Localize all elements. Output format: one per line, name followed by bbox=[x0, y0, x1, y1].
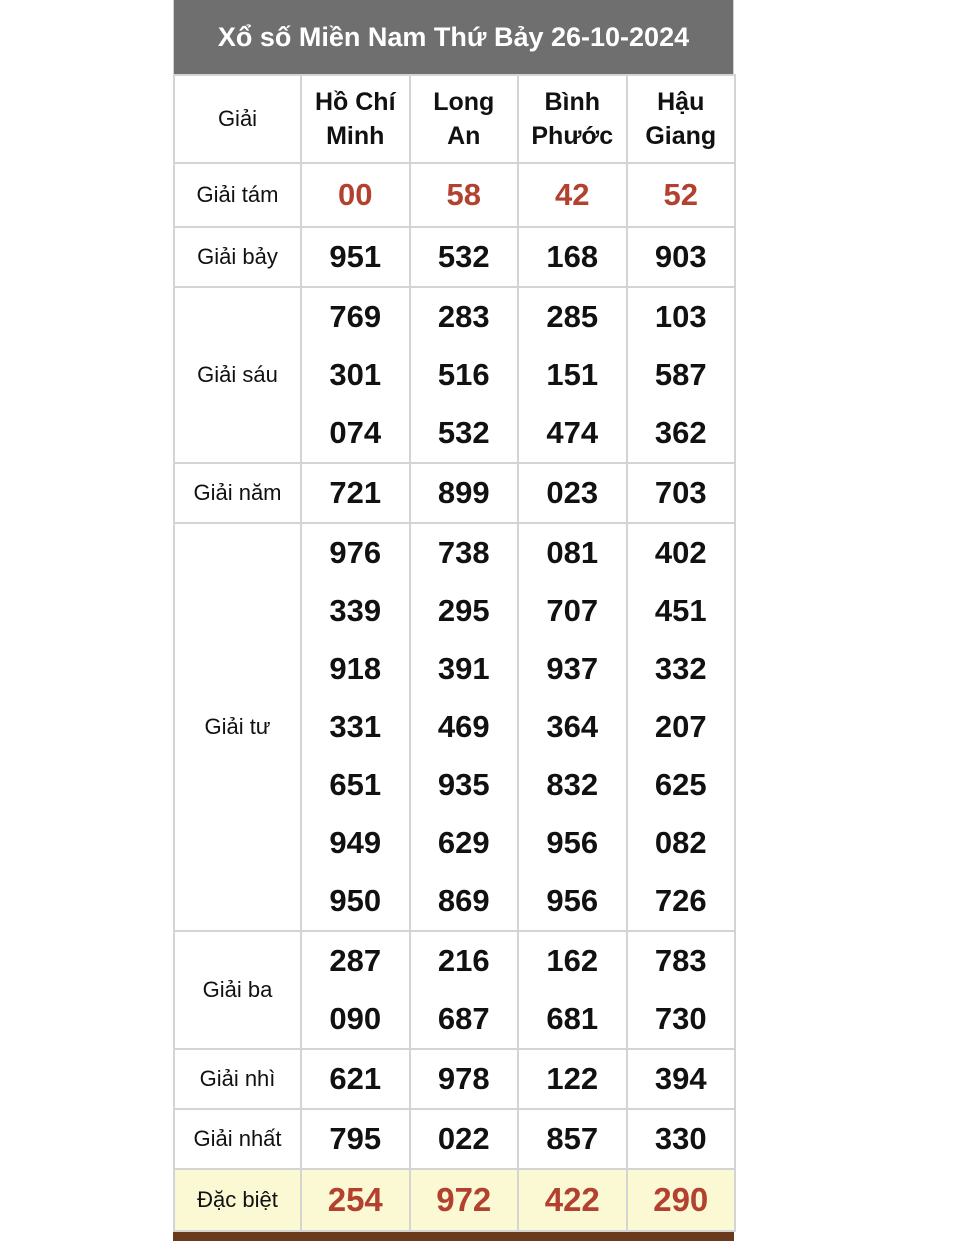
special-prize-number: 972 bbox=[410, 1169, 519, 1231]
prize-number: 339 bbox=[329, 593, 382, 628]
prize-number: 629 bbox=[437, 825, 490, 860]
prize-number: 532 bbox=[410, 227, 519, 287]
prize-row-dac-biet bbox=[174, 1169, 735, 1231]
province-name-line2: Giang bbox=[645, 122, 717, 150]
prize-row-nam bbox=[174, 463, 735, 523]
prize-number: 516 bbox=[437, 357, 490, 392]
prize-number: 103 bbox=[654, 299, 707, 334]
province-header-binh-phuoc[interactable] bbox=[518, 75, 627, 163]
prize-number: 00 bbox=[301, 163, 410, 227]
prize-number: 738 bbox=[437, 535, 490, 570]
prize-row-tu bbox=[174, 523, 735, 931]
prize-number-group bbox=[627, 287, 736, 463]
prize-number: 151 bbox=[546, 357, 599, 392]
prize-row-tam bbox=[174, 163, 735, 227]
prize-number: 022 bbox=[410, 1109, 519, 1169]
prize-number: 937 bbox=[546, 651, 599, 686]
prize-number: 956 bbox=[546, 883, 599, 918]
prize-number: 703 bbox=[627, 463, 736, 523]
prize-number: 707 bbox=[546, 593, 599, 628]
bottom-divider bbox=[173, 1232, 734, 1241]
prize-number: 950 bbox=[329, 883, 382, 918]
prize-row-sau bbox=[174, 287, 735, 463]
prize-label: Giải năm bbox=[174, 463, 301, 523]
prize-row-nhi bbox=[174, 1049, 735, 1109]
province-name-line2: Phước bbox=[531, 122, 614, 150]
prize-number: 783 bbox=[654, 943, 707, 978]
prize-number: 168 bbox=[518, 227, 627, 287]
prize-number: 162 bbox=[546, 943, 599, 978]
prize-number-group bbox=[518, 287, 627, 463]
province-header-hau-giang[interactable] bbox=[627, 75, 736, 163]
prize-label: Giải tư bbox=[174, 523, 301, 931]
prize-number: 081 bbox=[546, 535, 599, 570]
prize-row-nhat bbox=[174, 1109, 735, 1169]
prize-label: Giải bảy bbox=[174, 227, 301, 287]
prize-number: 074 bbox=[329, 415, 382, 450]
prize-number-group bbox=[410, 523, 519, 931]
prize-number: 935 bbox=[437, 767, 490, 802]
prize-number: 285 bbox=[546, 299, 599, 334]
prize-number: 621 bbox=[301, 1049, 410, 1109]
prize-number: 287 bbox=[329, 943, 382, 978]
prize-number: 918 bbox=[329, 651, 382, 686]
prize-number: 207 bbox=[654, 709, 707, 744]
special-prize-number: 290 bbox=[627, 1169, 736, 1231]
prize-number: 42 bbox=[518, 163, 627, 227]
prize-number: 976 bbox=[329, 535, 382, 570]
results-table bbox=[173, 74, 736, 1232]
prize-number-group bbox=[410, 287, 519, 463]
prize-number: 362 bbox=[654, 415, 707, 450]
prize-number: 58 bbox=[410, 163, 519, 227]
prize-label: Đặc biệt bbox=[174, 1169, 301, 1231]
prize-number: 295 bbox=[437, 593, 490, 628]
prize-number: 869 bbox=[437, 883, 490, 918]
prize-label: Giải tám bbox=[174, 163, 301, 227]
prize-number: 899 bbox=[410, 463, 519, 523]
prize-number: 332 bbox=[654, 651, 707, 686]
prize-number-group bbox=[627, 931, 736, 1049]
province-name-line2: Minh bbox=[326, 122, 385, 150]
prize-number: 082 bbox=[654, 825, 707, 860]
prize-number: 903 bbox=[627, 227, 736, 287]
prize-number: 122 bbox=[518, 1049, 627, 1109]
prize-number: 726 bbox=[654, 883, 707, 918]
prize-number: 391 bbox=[437, 651, 490, 686]
prize-number-group bbox=[518, 523, 627, 931]
province-name-line2: An bbox=[447, 122, 481, 150]
prize-number: 857 bbox=[518, 1109, 627, 1169]
prize-number: 469 bbox=[437, 709, 490, 744]
special-prize-number: 422 bbox=[518, 1169, 627, 1231]
prize-number: 331 bbox=[329, 709, 382, 744]
prize-number: 394 bbox=[627, 1049, 736, 1109]
prize-number: 681 bbox=[546, 1001, 599, 1036]
prize-number: 625 bbox=[654, 767, 707, 802]
province-name-line1: Long bbox=[433, 88, 495, 116]
prize-number: 216 bbox=[437, 943, 490, 978]
prize-row-bay bbox=[174, 227, 735, 287]
prize-label: Giải sáu bbox=[174, 287, 301, 463]
province-name-line1: Hậu bbox=[657, 88, 705, 116]
prize-row-ba bbox=[174, 931, 735, 1049]
prize-label: Giải ba bbox=[174, 931, 301, 1049]
prize-number: 795 bbox=[301, 1109, 410, 1169]
prize-number: 956 bbox=[546, 825, 599, 860]
province-name-line1: Bình bbox=[544, 88, 601, 116]
lottery-results-panel bbox=[173, 0, 734, 1241]
prize-number: 474 bbox=[546, 415, 599, 450]
prize-number: 364 bbox=[546, 709, 599, 744]
prize-number-group bbox=[627, 523, 736, 931]
prize-number: 651 bbox=[329, 767, 382, 802]
special-prize-number: 254 bbox=[301, 1169, 410, 1231]
prize-number: 532 bbox=[437, 415, 490, 450]
prize-number: 330 bbox=[627, 1109, 736, 1169]
prize-number: 402 bbox=[654, 535, 707, 570]
prize-column-header: Giải bbox=[174, 75, 301, 163]
province-name-line1: Hồ Chí bbox=[314, 88, 396, 116]
prize-number: 832 bbox=[546, 767, 599, 802]
prize-number: 52 bbox=[627, 163, 736, 227]
province-header-hcm[interactable] bbox=[301, 75, 410, 163]
prize-number-group bbox=[301, 287, 410, 463]
prize-number: 090 bbox=[329, 1001, 382, 1036]
prize-number-group bbox=[301, 523, 410, 931]
province-header-long-an[interactable] bbox=[410, 75, 519, 163]
prize-number: 951 bbox=[301, 227, 410, 287]
prize-number: 687 bbox=[437, 1001, 490, 1036]
prize-number: 769 bbox=[329, 299, 382, 334]
prize-number: 023 bbox=[518, 463, 627, 523]
prize-number: 451 bbox=[654, 593, 707, 628]
prize-number-group bbox=[410, 931, 519, 1049]
prize-number: 949 bbox=[329, 825, 382, 860]
prize-number: 587 bbox=[654, 357, 707, 392]
prize-label: Giải nhì bbox=[174, 1049, 301, 1109]
prize-number: 721 bbox=[301, 463, 410, 523]
prize-number: 301 bbox=[329, 357, 382, 392]
prize-number-group bbox=[518, 931, 627, 1049]
prize-number: 283 bbox=[437, 299, 490, 334]
prize-number: 730 bbox=[654, 1001, 707, 1036]
prize-label: Giải nhất bbox=[174, 1109, 301, 1169]
page-title: Xổ số Miền Nam Thứ Bảy 26-10-2024 bbox=[173, 0, 734, 74]
prize-number: 978 bbox=[410, 1049, 519, 1109]
header-row bbox=[174, 75, 735, 163]
prize-number-group bbox=[301, 931, 410, 1049]
